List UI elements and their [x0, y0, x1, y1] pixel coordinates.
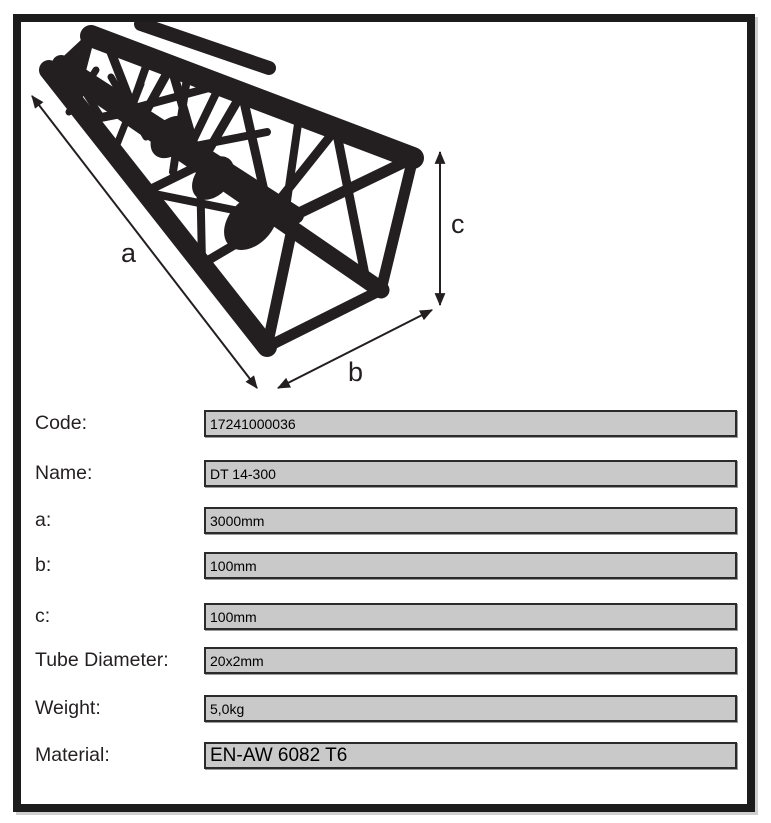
- a-field[interactable]: [204, 507, 737, 534]
- material-label: Material:: [35, 744, 110, 766]
- material-value: EN-AW 6082 T6: [210, 744, 348, 766]
- weight-value: 5,0kg: [210, 700, 245, 717]
- b-field[interactable]: [204, 552, 737, 579]
- tube-diameter-label: Tube Diameter:: [35, 649, 169, 671]
- material-field[interactable]: [204, 742, 737, 769]
- code-label: Code:: [35, 412, 88, 434]
- field-row-b: [21, 552, 747, 579]
- spec-sheet-frame: [13, 14, 755, 812]
- b-label: b:: [35, 554, 52, 576]
- c-field[interactable]: [204, 603, 737, 630]
- field-row-code: [21, 410, 747, 437]
- code-value: 17241000036: [210, 415, 296, 432]
- weight-label: Weight:: [35, 697, 101, 719]
- tube-diameter-value: 20x2mm: [210, 652, 264, 669]
- c-label: c:: [35, 605, 51, 627]
- code-field[interactable]: [204, 410, 737, 437]
- a-value: 3000mm: [210, 512, 265, 529]
- weight-field[interactable]: [204, 695, 737, 722]
- field-row-weight: [21, 695, 747, 722]
- field-row-a: [21, 507, 747, 534]
- c-value: 100mm: [210, 608, 257, 625]
- dimension-label-b: b: [348, 357, 364, 387]
- dimension-label-c: c: [451, 209, 465, 239]
- field-row-material: [21, 742, 747, 769]
- truss-silhouette: [49, 24, 413, 347]
- field-row-name: [21, 460, 747, 487]
- tube-diameter-field[interactable]: [204, 647, 737, 674]
- name-field[interactable]: [204, 460, 737, 487]
- dimension-label-a: a: [121, 238, 137, 268]
- name-label: Name:: [35, 462, 93, 484]
- field-row-c: [21, 603, 747, 630]
- a-label: a:: [35, 509, 52, 531]
- field-row-tube-diameter: [21, 647, 747, 674]
- name-value: DT 14-300: [210, 465, 276, 482]
- b-value: 100mm: [210, 557, 257, 574]
- truss-diagram: [21, 22, 481, 402]
